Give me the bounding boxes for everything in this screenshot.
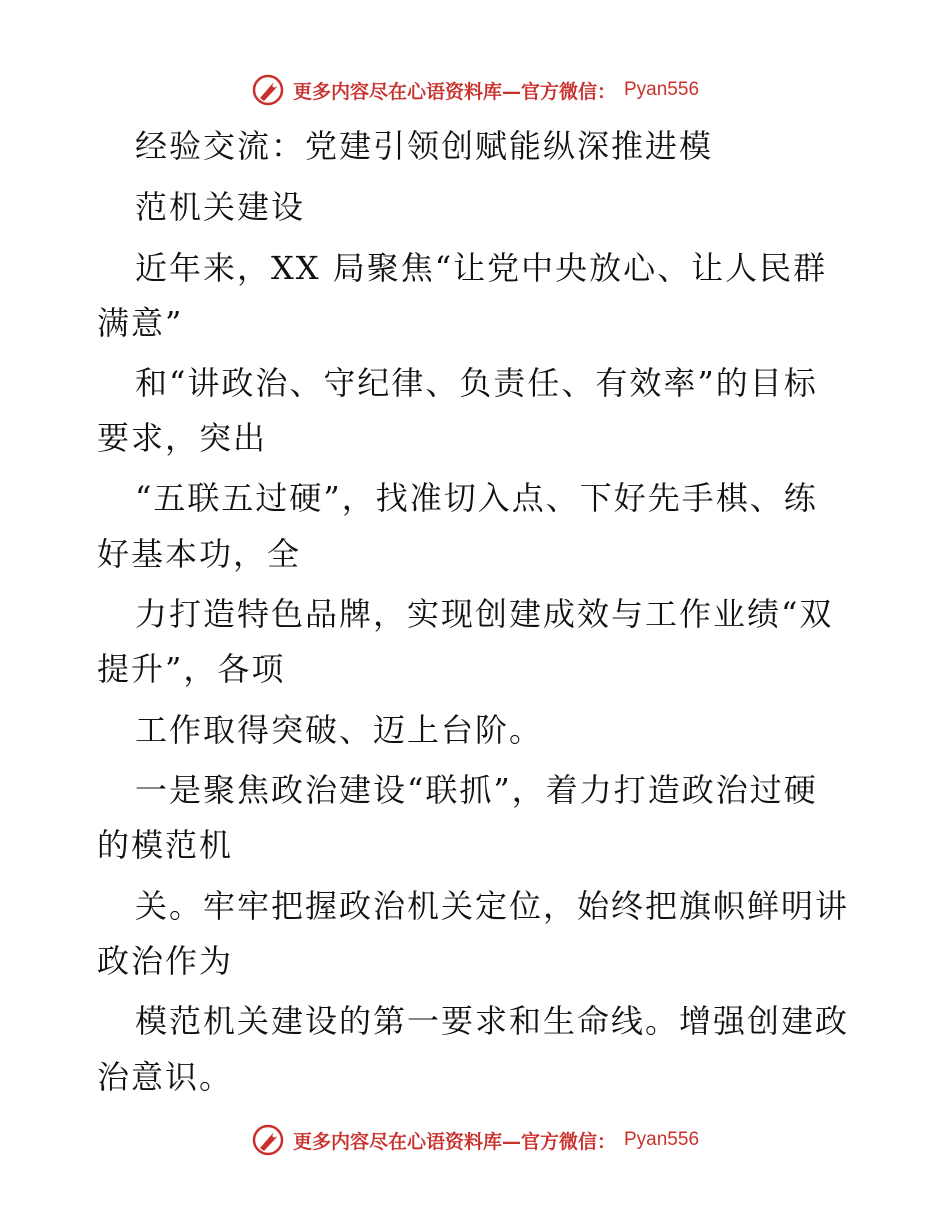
paragraph-line: 力打造特色品牌，实现创建成效与工作业绩“双 xyxy=(135,595,834,633)
paragraph-line: 治意识。 xyxy=(97,1058,234,1096)
document-title-line-2: 范机关建设 xyxy=(135,188,306,226)
paragraph-line: 和“讲政治、守纪律、负责任、有效率”的目标 xyxy=(135,364,818,402)
footer-banner-text: 更多内容尽在心语资料库—官方微信： xyxy=(292,1130,616,1153)
paragraph-line: 一是聚焦政治建设“联抓”，着力打造政治过硬 xyxy=(135,771,818,809)
paragraph-line: 政治作为 xyxy=(97,942,234,980)
paragraph-line: 满意” xyxy=(97,304,184,342)
paragraph-line: 要求，突出 xyxy=(97,419,268,457)
header-wechat-id: Pyan556 xyxy=(624,79,700,100)
paragraph-line: 模范机关建设的第一要求和生命线。增强创建政 xyxy=(135,1002,850,1040)
paragraph-line: 的模范机 xyxy=(97,826,234,864)
document-title-line-1: 经验交流：党建引领创赋能纵深推进模 xyxy=(135,127,714,165)
paragraph-line: 近年来，XX 局聚焦“让党中央放心、让人民群 xyxy=(135,249,828,287)
page-header-banner xyxy=(0,70,950,110)
paragraph-line: 工作取得突破、迈上台阶。 xyxy=(135,711,544,749)
header-banner-text: 更多内容尽在心语资料库—官方微信： xyxy=(292,80,616,103)
footer-wechat-id: Pyan556 xyxy=(624,1129,700,1150)
paragraph-line: 关。牢牢把握政治机关定位，始终把旗帜鲜明讲 xyxy=(135,887,850,925)
page-footer-banner xyxy=(0,1120,950,1160)
pen-nib-logo-icon xyxy=(251,1123,285,1157)
pen-nib-logo-icon xyxy=(251,73,285,107)
paragraph-line: 好基本功，全 xyxy=(97,535,302,573)
paragraph-line: “五联五过硬”，找准切入点、下好先手棋、练 xyxy=(135,479,818,517)
paragraph-line: 提升”，各项 xyxy=(97,650,286,688)
